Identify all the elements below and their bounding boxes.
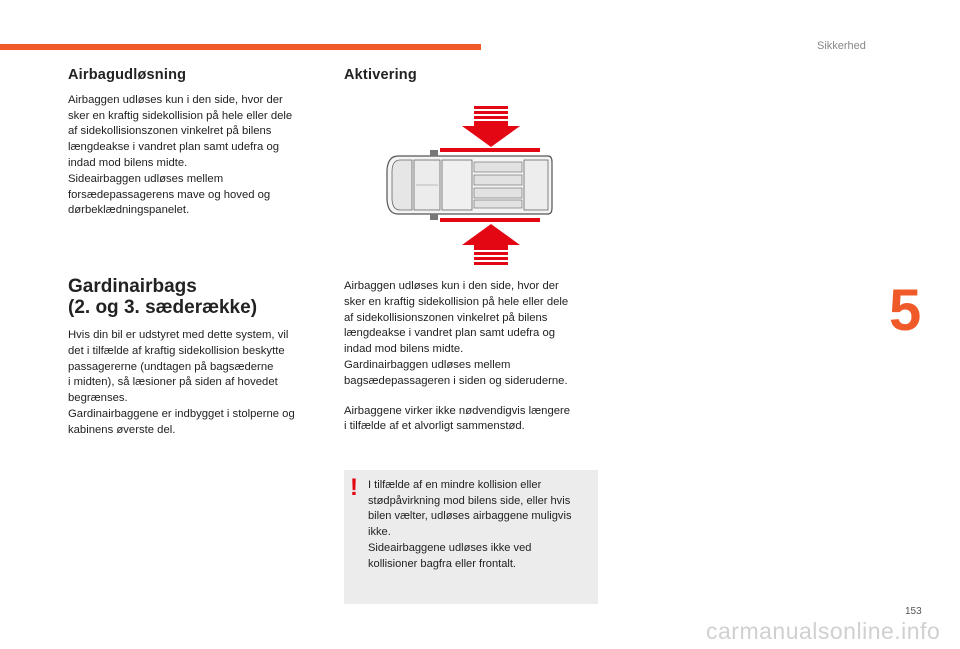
curtain-airbags-section — [68, 276, 318, 439]
chapter-number: 5 — [889, 278, 922, 343]
warning-text: I tilfælde af en mindre kollision eller stødpåvirkning mod bilens side, eller hvis bilen vælter, udløses airbaggene muligvis ikke. Sideairbaggene udløses ikke ved kollisioner bagfra eller frontalt. — [368, 479, 572, 570]
activation-section — [344, 68, 594, 93]
vehicle-side-impact-diagram — [378, 100, 556, 274]
impact-arrow-top-icon — [462, 106, 520, 147]
airbag-release-heading: Airbagudløsning — [68, 67, 187, 83]
activation-text-2: Airbaggene virker ikke nødvendigvis længere i tilfælde af et alvorligt sammenstød. — [344, 404, 571, 433]
header-accent-bar — [0, 44, 481, 50]
curtain-airbags-heading — [68, 276, 318, 318]
activation-heading: Aktivering — [344, 67, 417, 83]
section-title: Sikkerhed — [817, 40, 866, 52]
activation-body — [344, 279, 598, 435]
van-top-view-icon — [387, 150, 552, 220]
watermark: carmanualsonline.info — [706, 618, 941, 644]
curtain-airbags-heading-line2: (2. og 3. sæderække) — [68, 297, 258, 318]
airbag-release-text: Airbaggen udløses kun i den side, hvor der sker en kraftig sidekollision på hele eller dele af sidekollisionszonen vinkelret på bilens længdeakse i vandret plan samt udefra og indad mod bilens midte. Sideairbaggen udløses mellem forsædepassagerens mave og hoved og dørbeklædningspanelet. — [68, 93, 293, 217]
impact-zone-top — [440, 148, 540, 152]
curtain-airbags-text: Hvis din bil er udstyret med dette system, vil det i tilfælde af kraftig sidekollision beskytte passagererne (undtagen på bagsæderne i midten), så læsioner på siden af hovedet begrænses. Gardinairbaggene er indbygget i stolperne og kabinens øverste del. — [68, 329, 295, 436]
activation-text-1: Airbaggen udløses kun i den side, hvor der sker en kraftig sidekollision på hele eller dele af sidekollisionszonen vinkelret på bilens længdeakse i vandret plan samt udefra og indad mod bilens midte. Gardinairbaggen udløses mellem bagsædepassageren i siden og sideruderne. — [344, 280, 569, 387]
airbag-release-section — [68, 68, 318, 219]
exclamation-icon: ! — [350, 474, 358, 501]
curtain-airbags-heading-line1: Gardinairbags — [68, 276, 197, 297]
impact-arrow-bottom-icon — [462, 224, 520, 265]
warning-box — [344, 470, 598, 604]
impact-zone-bottom — [440, 218, 540, 222]
page-number: 153 — [905, 606, 922, 617]
